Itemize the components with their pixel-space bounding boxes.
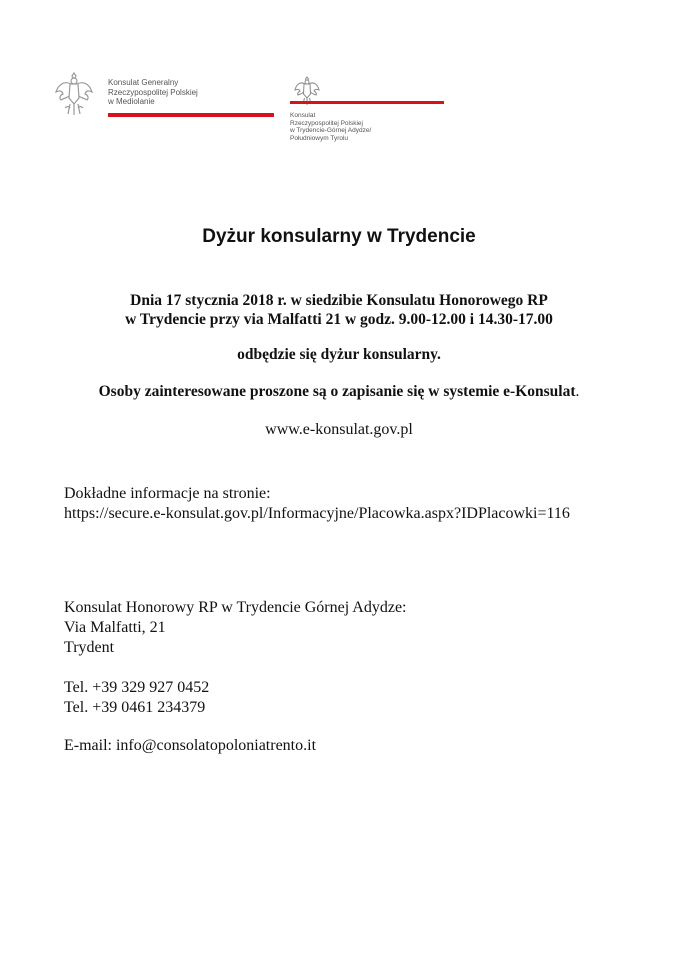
trento-consulate-logo [290,76,450,156]
phones-block [64,678,209,718]
red-stripe [108,113,274,117]
logo-text-line: w Trydencie-Górnej Adydze/ [290,127,372,135]
city: Trydent [64,639,115,656]
consulate-name: Konsulat Honorowy RP w Trydencie Górnej Adydze: [64,599,407,616]
registration-period: . [575,383,580,400]
notice-duty-line: odbędzie się dyżur konsularny. [237,346,441,363]
info-block [64,484,570,524]
logo-text-line: Rzeczypospolitej Polskiej [290,119,363,127]
logo-text-line: Konsulat [290,112,316,119]
red-stripe [290,101,444,104]
website-link[interactable]: www.e-konsulat.gov.pl [265,421,413,438]
registration-text: Osoby zainteresowane proszone są o zapisanie się w systemie e-Konsulat [98,383,576,400]
street-address: Via Malfatti, 21 [64,619,166,636]
milan-consulate-name [108,78,198,107]
info-url-link[interactable]: https://secure.e-konsulat.gov.pl/Informacyjne/Placowka.aspx?IDPlacowki=116 [64,505,570,522]
trento-consulate-name [290,112,371,142]
polish-eagle-icon [55,72,93,116]
notice-line: Dnia 17 stycznia 2018 r. w siedzibie Konsulatu Honorowego RP [130,292,548,309]
notice-line: w Trydencie przy via Malfatti 21 w godz. 9.00-12.00 i 14.30-17.00 [125,311,553,328]
logo-text-line: w Mediolanie [108,97,155,106]
notice-title: Dyżur konsularny w Trydencie [202,226,476,247]
email-link[interactable]: E-mail: info@consolatopoloniatrento.it [64,737,317,754]
notice-date-paragraph [0,291,678,329]
info-label: Dokładne informacje na stronie: [64,485,271,502]
milan-consulate-logo [55,72,225,122]
phone-number[interactable]: Tel. +39 329 927 0452 [64,679,210,696]
logo-text-line: Konsulat Generalny [108,78,179,87]
logo-text-line: Rzeczypospolitej Polskiej [108,87,198,97]
phone-number[interactable]: Tel. +39 0461 234379 [64,699,206,716]
logo-text-line: Południowym Tyrolu [290,134,349,142]
address-block [64,598,407,658]
notice-registration-line [0,382,678,401]
